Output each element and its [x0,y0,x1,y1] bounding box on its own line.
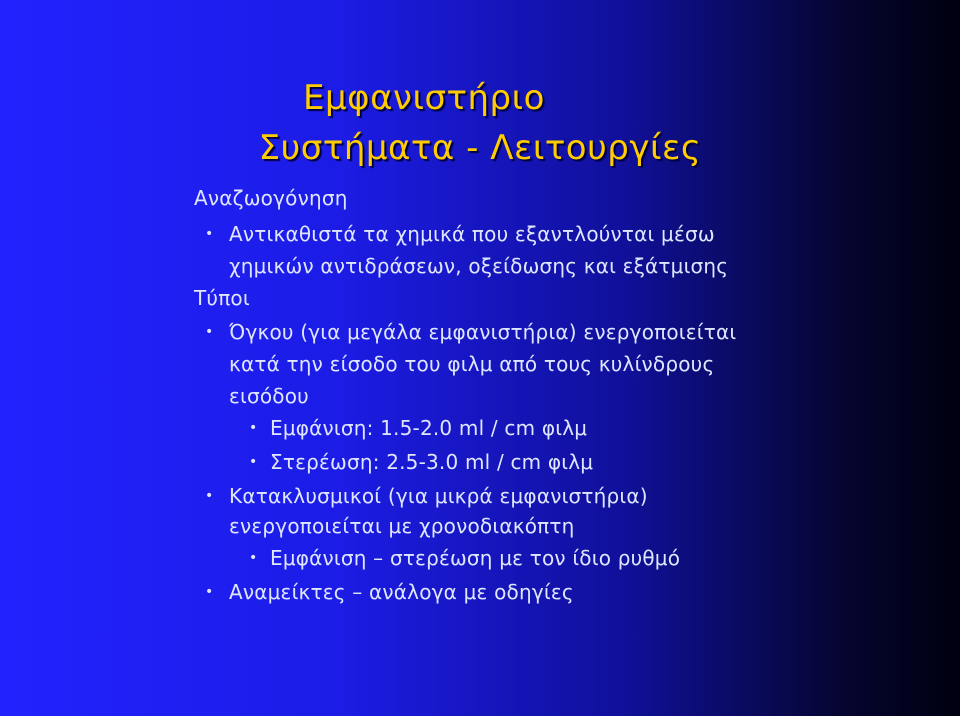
volume-sub-fix: Στερέωση: 2.5-3.0 ml / cm φιλμ [270,450,594,474]
volume-sub-develop: Εμφάνιση: 1.5-2.0 ml / cm φιλμ [270,416,588,440]
bullet-icon: • [249,420,258,436]
flood-sub-develop-fix: Εμφάνιση – στερέωση με τον ίδιο ρυθμό [270,546,681,570]
slide-title-line2: Συστήματα - Λειτουργίες [258,128,702,168]
bullet-icon: • [205,584,214,600]
heading-types: Τύποι [194,286,250,310]
indicators-line: Αναμείκτες – ανάλογα με οδηγίες [229,580,574,604]
bullet-icon: • [249,550,258,566]
bullet-icon: • [205,226,214,242]
bullet-icon: • [249,454,258,470]
volume-line3: εισόδου [229,384,309,408]
bullet-icon: • [205,324,214,340]
volume-line1: Όγκου (για μεγάλα εμφανιστήρια) ενεργοποιείται [229,320,737,344]
regen-bullet-line1: Αντικαθιστά τα χημικά που εξαντλούνται μέσω [229,222,715,246]
flood-line2: ενεργοποιείται με χρονοδιακόπτη [229,514,575,538]
heading-regeneration: Αναζωογόνηση [194,186,348,210]
regen-bullet-line2: χημικών αντιδράσεων, οξείδωσης και εξάτμισης [229,254,729,278]
slide-title-line1: Εμφανιστήριο [303,78,545,118]
bullet-icon: • [205,488,214,504]
flood-line1: Κατακλυσμικοί (για μικρά εμφανιστήρια) [229,484,648,508]
volume-line2: κατά την είσοδο του φιλμ από τους κυλίνδρους [229,352,715,376]
